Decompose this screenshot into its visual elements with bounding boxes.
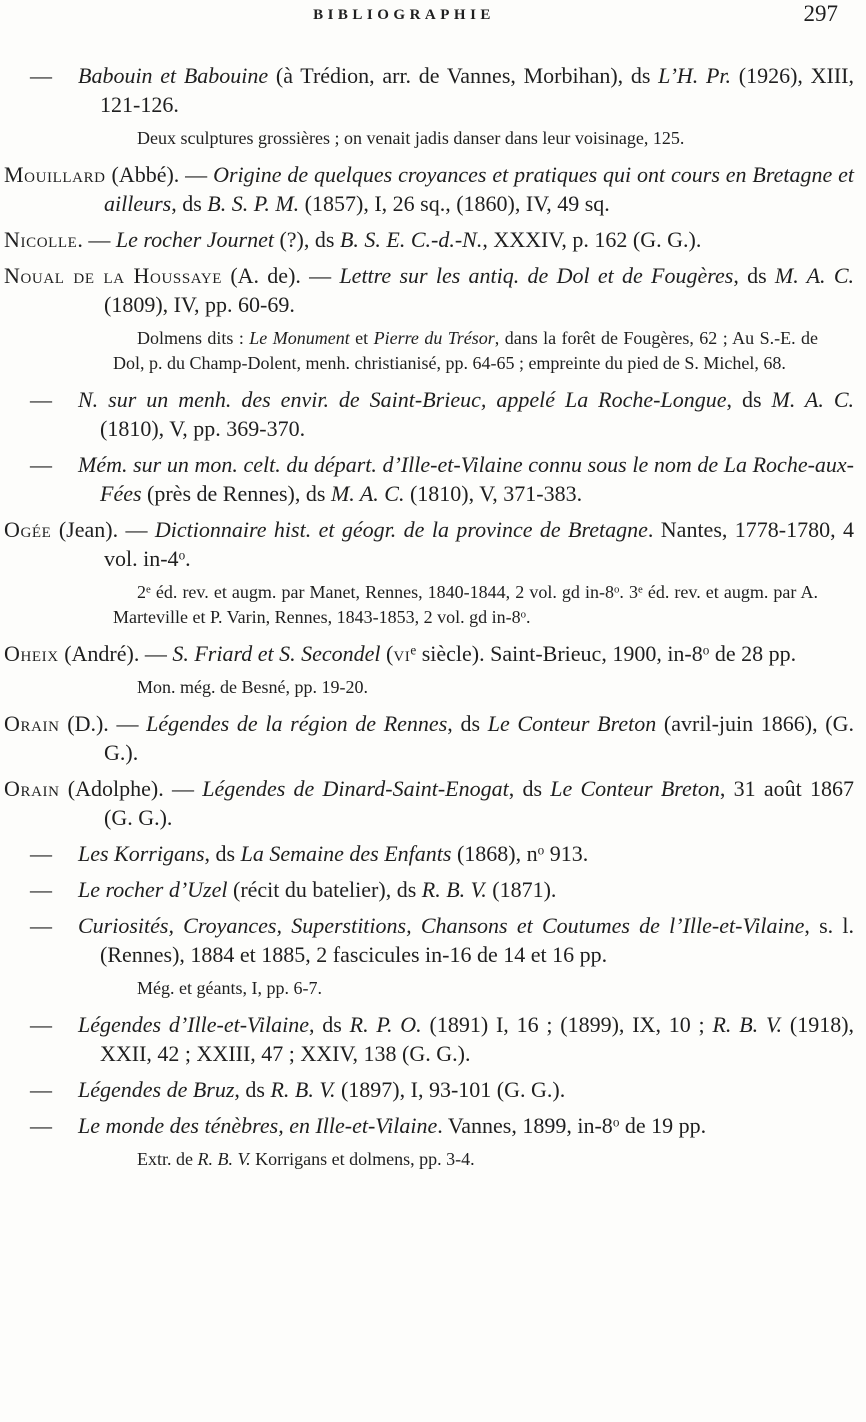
text-segment-i: Mém. sur un mon. celt. du départ. d’Ille-et-Vilaine connu sous le nom de La Roche-aux-Fées — [78, 452, 854, 506]
text-segment-r: , ds — [204, 841, 241, 866]
text-segment-i: R. P. O. — [349, 1012, 422, 1037]
text-segment-sc: Oheix — [4, 641, 59, 666]
text-segment-i: R. B. V. — [712, 1012, 783, 1037]
text-segment-r: (?), ds — [273, 227, 340, 252]
text-segment-r: . — — [77, 227, 116, 252]
text-segment-sc: Orain — [4, 776, 60, 801]
text-segment-sup: e — [146, 583, 151, 596]
bibliography-entry — [4, 61, 854, 119]
text-segment-i: L’H. Pr. — [658, 63, 732, 88]
text-segment-sup: o — [612, 1114, 620, 1130]
text-segment-i: B. S. P. M. — [207, 191, 300, 216]
text-segment-r: ( — [380, 641, 394, 666]
text-segment-r: Deux sculptures grossières ; on venait jadis danser dans leur voisinage, 125. — [137, 128, 685, 148]
text-segment-r: . Vannes, 1899, in-8 — [437, 1113, 613, 1138]
bibliography-note — [113, 126, 818, 151]
text-segment-r: . — [185, 546, 191, 571]
text-segment-r: Korrigans et dolmens, pp. 3-4. — [250, 1149, 475, 1169]
text-segment-sup: o — [178, 547, 186, 563]
text-segment-i: Le Conteur Breton — [550, 776, 720, 801]
text-segment-r: (1926), XIII, 121-126. — [100, 63, 854, 117]
text-segment-r: , ds — [234, 1077, 271, 1102]
text-segment-r: , ds — [308, 1012, 350, 1037]
bibliography-entry — [4, 225, 854, 254]
text-segment-r: (1810), V, 371-383. — [404, 481, 583, 506]
bibliography-entry — [4, 875, 854, 904]
text-segment-r: , ds — [508, 776, 551, 801]
text-segment-r: (1857), I, 26 sq., (1860), IV, 49 sq. — [299, 191, 610, 216]
text-segment-r: (1871). — [486, 877, 557, 902]
bibliography-entry — [4, 639, 854, 668]
text-segment-sup: o — [613, 583, 620, 596]
text-segment-r: éd. rev. et augm. par Manet, Rennes, 1840-1844, 2 vol. gd in-8 — [150, 582, 614, 602]
text-segment-i: La Semaine des Enfants — [240, 841, 452, 866]
text-segment-r: , s. l. (Rennes), 1884 et 1885, 2 fascicules in-16 de 14 et 16 pp. — [100, 913, 854, 967]
text-segment-r: siècle). Saint-Brieuc, 1900, in-8 — [416, 641, 703, 666]
text-segment-i: Le rocher Journet — [115, 227, 274, 252]
text-segment-sc: Orain — [4, 711, 60, 736]
text-segment-r: (Abbé). — — [105, 162, 214, 187]
text-segment-sc: Mouillard — [4, 162, 106, 187]
text-segment-r: Extr. de — [137, 1149, 198, 1169]
bibliography-note — [113, 976, 818, 1001]
text-segment-sc: Noual de la Houssaye — [4, 263, 223, 288]
em-dash-marker: — — [30, 841, 52, 866]
em-dash-marker: — — [30, 1077, 52, 1102]
bibliography-note — [113, 580, 818, 630]
text-segment-i: Le monde des ténèbres, en Ille-et-Vilaine — [78, 1113, 438, 1138]
text-segment-i: Légendes de la région de Rennes — [146, 711, 448, 736]
text-segment-i: R. B. V. — [270, 1077, 336, 1102]
em-dash-marker: — — [30, 1012, 52, 1037]
text-segment-r: (récit du batelier), ds — [227, 877, 422, 902]
text-segment-r: , XXXIV, p. 162 (G. G.). — [482, 227, 702, 252]
bibliography-note — [113, 1147, 818, 1172]
bibliography-entry — [4, 911, 854, 969]
em-dash-marker: — — [30, 63, 52, 88]
bibliography-entry — [4, 709, 854, 767]
text-segment-sup: e — [637, 583, 643, 596]
em-dash-marker: — — [30, 877, 52, 902]
text-segment-r: (Jean). — — [51, 517, 155, 542]
text-segment-i: Origine de quelques croyances et pratiques qui ont cours en Bretagne et ailleurs — [104, 162, 855, 216]
text-segment-r: (Adolphe). — — [59, 776, 203, 801]
text-segment-i: Le Monument — [249, 328, 350, 348]
text-segment-i: Légendes de Dinard-Saint-Enogat — [202, 776, 509, 801]
bibliography-entry — [4, 1075, 854, 1104]
em-dash-marker: — — [30, 387, 52, 412]
page-header — [0, 0, 866, 37]
text-segment-r: . 3 — [619, 582, 638, 602]
text-segment-i: M. A. C. — [771, 387, 855, 412]
running-title: BIBLIOGRAPHIE — [313, 7, 495, 23]
text-segment-r: , ds — [733, 263, 775, 288]
bibliography-entry — [4, 160, 854, 218]
bibliography-entry — [4, 385, 854, 443]
em-dash-marker: — — [30, 452, 52, 477]
text-segment-r: Még. et géants, I, pp. 6-7. — [137, 978, 322, 998]
text-segment-r: (A. de). — — [222, 263, 340, 288]
bibliography-entry — [4, 774, 854, 832]
bibliography-entry — [4, 1010, 854, 1068]
text-segment-r: (1809), IV, pp. 60-69. — [104, 292, 295, 317]
text-segment-i: Le Conteur Breton — [487, 711, 657, 736]
text-segment-i: M. A. C. — [774, 263, 855, 288]
text-segment-r: (à Trédion, arr. de Vannes, Morbihan), ds — [268, 63, 659, 88]
page-number: 297 — [803, 1, 838, 26]
text-segment-r: (1897), I, 93-101 (G. G.). — [335, 1077, 566, 1102]
text-segment-r: (D.). — — [59, 711, 147, 736]
bibliography-entry — [4, 450, 854, 508]
text-segment-r: (près de Rennes), ds — [141, 481, 331, 506]
text-segment-i: Légendes de Bruz — [78, 1077, 235, 1102]
text-segment-r: , ds — [447, 711, 488, 736]
text-segment-sc: vi — [393, 641, 411, 666]
bibliography-entry — [4, 515, 854, 573]
text-segment-r: Mon. még. de Besné, pp. 19-20. — [137, 677, 368, 697]
text-segment-r: 913. — [544, 841, 589, 866]
em-dash-marker: — — [30, 913, 52, 938]
text-segment-r: éd. rev. et augm. par A. Marteville et P. Varin, Rennes, 1843-1853, 2 vol. gd in-8 — [113, 582, 818, 627]
text-segment-r: , 31 août 1867 (G. G.). — [104, 776, 855, 830]
text-segment-r: et — [349, 328, 374, 348]
text-segment-r: 2 — [137, 582, 146, 602]
bibliography-entry — [4, 839, 854, 868]
text-segment-r: , ds — [171, 191, 208, 216]
text-segment-i: R. B. V. — [197, 1149, 251, 1169]
em-dash-marker: — — [30, 1113, 52, 1138]
text-segment-r: de 19 pp. — [619, 1113, 707, 1138]
text-segment-sc: Ogée — [4, 517, 52, 542]
bibliography-note — [113, 326, 818, 376]
text-segment-i: M. A. C. — [330, 481, 405, 506]
text-segment-r: Dolmens dits : — [137, 328, 250, 348]
text-segment-r: , ds — [726, 387, 772, 412]
text-segment-sup: e — [410, 642, 417, 658]
text-segment-r: . Nantes, 1778-1780, 4 vol. in-4 — [104, 517, 855, 571]
text-segment-r: (1868), n — [451, 841, 538, 866]
text-segment-sup: o — [520, 608, 527, 621]
text-segment-i: Lettre sur les antiq. de Dol et de Fougères — [339, 263, 734, 288]
text-segment-r: (avril-juin 1866), (G. G.). — [104, 711, 855, 765]
text-segment-r: (1810), V, pp. 369-370. — [100, 416, 306, 441]
text-segment-i: Pierre du Trésor — [373, 328, 495, 348]
text-segment-r: (1891) I, 16 ; (1899), IX, 10 ; — [421, 1012, 713, 1037]
text-segment-i: Curiosités, Croyances, Superstitions, Chansons et Coutumes de l’Ille-et-Vilaine — [78, 913, 805, 938]
text-segment-i: Le rocher d’Uzel — [78, 877, 228, 902]
text-segment-r: , dans la forêt de Fougères, 62 ; Au S.-E. de Dol, p. du Champ-Dolent, menh. christianisé, pp. 64-65 ; empreinte du pied de S. Michel, 68. — [113, 328, 819, 373]
text-segment-i: S. Friard et S. Secondel — [172, 641, 381, 666]
text-segment-i: N. sur un menh. des envir. de Saint-Brieuc, appelé La Roche-Longue — [78, 387, 727, 412]
text-segment-r: de 28 pp. — [709, 641, 797, 666]
bibliography-list — [0, 37, 866, 1172]
text-segment-sup: o — [702, 642, 710, 658]
text-segment-sc: Nicolle — [4, 227, 78, 252]
text-segment-r: (André). — — [58, 641, 173, 666]
text-segment-i: Dictionnaire hist. et géogr. de la province de Bretagne — [154, 517, 648, 542]
text-segment-i: Babouin et Babouine — [78, 63, 269, 88]
text-segment-r: (1918), XXII, 42 ; XXIII, 47 ; XXIV, 138 (G. G.). — [100, 1012, 855, 1066]
bibliography-entry — [4, 1111, 854, 1140]
text-segment-sup: o — [537, 842, 545, 858]
text-segment-i: B. S. E. C.-d.-N. — [339, 227, 483, 252]
bibliography-note — [113, 675, 818, 700]
bibliography-entry — [4, 261, 854, 319]
text-segment-i: Légendes d’Ille-et-Vilaine — [78, 1012, 309, 1037]
text-segment-r: . — [526, 607, 531, 627]
text-segment-i: Les Korrigans — [78, 841, 205, 866]
text-segment-i: R. B. V. — [421, 877, 487, 902]
